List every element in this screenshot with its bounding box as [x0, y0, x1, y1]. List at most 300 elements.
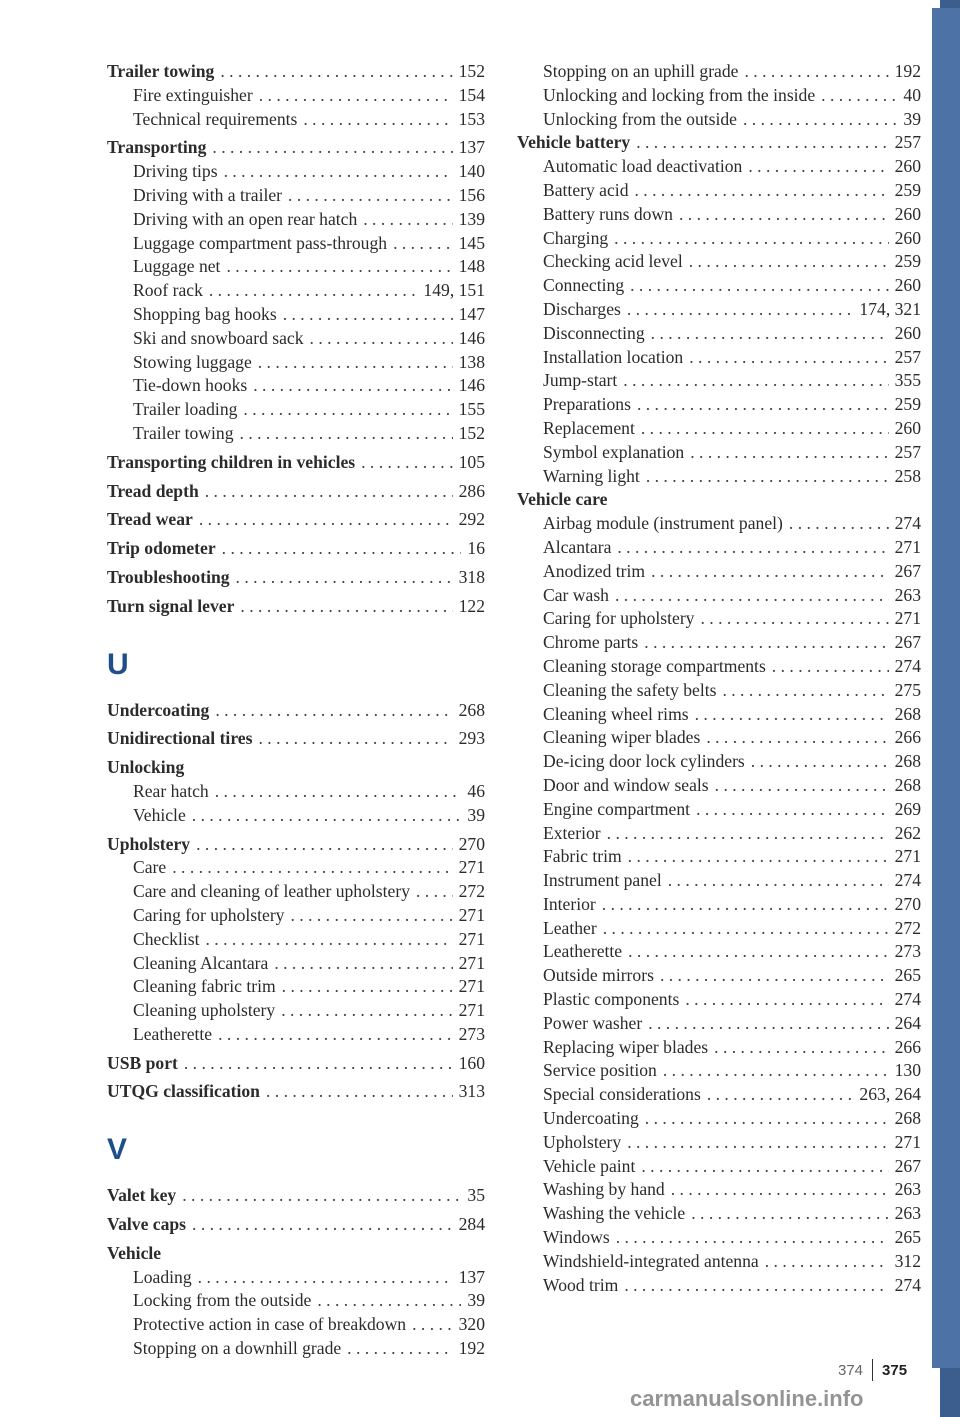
index-subentry — [107, 208, 485, 232]
dot-leader — [671, 1178, 889, 1202]
dot-leader — [347, 1337, 452, 1361]
entry-pages: 260 — [894, 203, 921, 224]
index-subentry — [517, 1274, 921, 1298]
entry-pages: 140 — [458, 161, 485, 182]
entry-term: Tread depth — [107, 480, 199, 501]
entry-term: Trip odometer — [107, 538, 216, 559]
dot-leader — [363, 208, 452, 232]
dot-leader — [644, 631, 888, 655]
dot-leader — [615, 584, 889, 608]
entry-pages: 286 — [458, 480, 485, 501]
dot-leader — [224, 160, 453, 184]
dot-leader — [209, 279, 418, 303]
entry-term: Disconnecting — [543, 322, 645, 343]
entry-pages: 39 — [467, 804, 485, 825]
dot-leader — [412, 1313, 453, 1337]
entry-term: Driving tips — [133, 161, 218, 182]
entry-pages: 271 — [894, 846, 921, 867]
index-entry — [107, 60, 485, 84]
dot-leader — [821, 84, 897, 108]
entry-term: Replacing wiper blades — [543, 1036, 709, 1057]
index-subentry — [517, 179, 921, 203]
entry-term: Cleaning storage compartments — [543, 655, 766, 676]
entry-pages: 152 — [458, 61, 485, 81]
index-subentry — [107, 952, 485, 976]
dot-leader — [696, 798, 889, 822]
index-subentry — [517, 1059, 921, 1083]
index-subentry — [107, 398, 485, 422]
index-subentry — [107, 327, 485, 351]
entry-term: Charging — [543, 227, 609, 248]
page-numbers — [838, 1359, 907, 1381]
dot-leader — [215, 699, 452, 723]
index-subentry — [107, 975, 485, 999]
dot-leader — [602, 893, 889, 917]
dot-leader — [700, 607, 888, 631]
dot-leader — [651, 322, 889, 346]
entry-term: Warning light — [543, 465, 640, 486]
entry-term: UTQG classification — [107, 1081, 260, 1102]
dot-leader — [641, 1155, 888, 1179]
entry-term: Trailer towing — [133, 422, 234, 443]
index-subentry — [517, 845, 921, 869]
entry-term: Anodized trim — [543, 560, 646, 581]
dot-leader — [636, 131, 888, 155]
index-entry — [107, 1052, 485, 1076]
index-subentry — [107, 928, 485, 952]
entry-pages: 271 — [458, 976, 485, 997]
entry-term: Rear hatch — [133, 780, 209, 801]
entry-term: Luggage net — [133, 256, 221, 277]
entry-pages: 139 — [458, 208, 485, 229]
index-entry — [107, 508, 485, 532]
dot-leader — [707, 1083, 854, 1107]
page-number-right: 375 — [882, 1361, 908, 1379]
entry-pages: 156 — [458, 184, 485, 205]
dot-leader — [641, 417, 889, 441]
entry-term: Automatic load deactivation — [543, 156, 743, 177]
entry-term: Cleaning the safety belts — [543, 679, 717, 700]
entry-term: Door and window seals — [543, 774, 709, 795]
entry-term: Wood trim — [543, 1274, 619, 1295]
dot-leader — [212, 136, 452, 160]
entry-pages: 265 — [894, 965, 921, 986]
entry-term: Turn signal lever — [107, 595, 235, 616]
entry-pages: 270 — [894, 893, 921, 914]
entry-pages: 46 — [467, 780, 485, 801]
entry-pages: 271 — [458, 952, 485, 973]
dot-leader — [182, 1184, 461, 1208]
index-subentry — [107, 880, 485, 904]
entry-term: Loading — [133, 1266, 192, 1287]
dot-leader — [765, 1250, 889, 1274]
index-subentry — [107, 999, 485, 1023]
dot-leader — [192, 1213, 453, 1237]
dot-leader — [393, 232, 453, 256]
entry-pages: 271 — [458, 857, 485, 878]
entry-pages: 257 — [894, 132, 921, 153]
dot-leader — [303, 108, 452, 132]
entry-pages: 318 — [458, 566, 485, 587]
dot-leader — [695, 703, 889, 727]
index-subentry — [107, 108, 485, 132]
entry-pages: 263 — [894, 1179, 921, 1200]
entry-term: Trailer towing — [107, 61, 215, 81]
dot-leader — [627, 298, 854, 322]
entry-term: Symbol explanation — [543, 441, 685, 462]
entry-pages: 257 — [894, 346, 921, 367]
index-subentry — [107, 856, 485, 880]
entry-pages: 137 — [458, 1266, 485, 1287]
entry-term: Stowing luggage — [133, 351, 252, 372]
dot-leader — [722, 679, 888, 703]
entry-pages: 273 — [894, 941, 921, 962]
dot-leader — [288, 184, 453, 208]
index-subentry — [517, 750, 921, 774]
entry-term: Driving with a trailer — [133, 184, 283, 205]
dot-leader — [648, 1012, 888, 1036]
entry-term: Valve caps — [107, 1214, 187, 1235]
entry-pages: 152 — [458, 422, 485, 443]
entry-term: Valet key — [107, 1185, 177, 1206]
entry-term: Ski and snowboard sack — [133, 327, 304, 348]
index-subentry — [107, 780, 485, 804]
entry-term: Caring for upholstery — [543, 608, 695, 629]
entry-term: Replacement — [543, 417, 635, 438]
entry-term: Battery acid — [543, 179, 629, 200]
entry-pages: 312 — [894, 1250, 921, 1271]
entry-term: Special considerations — [543, 1084, 701, 1105]
index-subentry — [517, 298, 921, 322]
index-subentry — [517, 964, 921, 988]
entry-term: Undercoating — [543, 1108, 639, 1129]
dot-leader — [616, 1226, 889, 1250]
index-entry — [107, 1184, 485, 1208]
index-subentry — [517, 726, 921, 750]
dot-leader — [310, 327, 453, 351]
index-subentry — [107, 1266, 485, 1290]
entry-pages: 260 — [894, 156, 921, 177]
dot-leader — [689, 346, 888, 370]
entry-term: Car wash — [543, 584, 609, 605]
dot-leader — [743, 108, 897, 132]
entry-pages: 267 — [894, 560, 921, 581]
index-entry — [107, 833, 485, 857]
dot-leader — [637, 393, 889, 417]
dot-leader — [635, 179, 889, 203]
section-letter: U — [107, 647, 129, 681]
index-subentry — [107, 374, 485, 398]
entry-pages: 154 — [458, 84, 485, 105]
index-group-heading: Vehicle — [107, 1242, 162, 1263]
entry-pages: 271 — [458, 1000, 485, 1021]
dot-leader — [645, 1107, 889, 1131]
entry-term: Chrome parts — [543, 632, 639, 653]
dot-leader — [258, 727, 452, 751]
entry-term: Interior — [543, 893, 596, 914]
index-subentry — [517, 655, 921, 679]
index-entry — [107, 727, 485, 751]
entry-pages: 267 — [894, 1155, 921, 1176]
entry-pages: 137 — [458, 137, 485, 158]
dot-leader — [668, 869, 889, 893]
dot-leader — [236, 566, 453, 590]
entry-term: Fire extinguisher — [133, 84, 253, 105]
entry-pages: 160 — [458, 1052, 485, 1073]
index-subentry — [517, 631, 921, 655]
index-subentry — [517, 774, 921, 798]
dot-leader — [283, 303, 453, 327]
dot-leader — [630, 274, 888, 298]
index-subentry — [517, 1202, 921, 1226]
entry-term: Protective action in case of breakdown — [133, 1314, 407, 1335]
entry-pages: 313 — [458, 1081, 485, 1102]
entry-pages: 39 — [467, 1290, 485, 1311]
index-subentry — [107, 1023, 485, 1047]
entry-term: Jump-start — [543, 370, 618, 391]
entry-term: Tread wear — [107, 509, 193, 530]
dot-leader — [714, 1036, 888, 1060]
dot-leader — [715, 774, 889, 798]
entry-pages: 274 — [894, 1274, 921, 1295]
dot-leader — [192, 804, 462, 828]
dot-leader — [215, 780, 462, 804]
entry-pages: 268 — [894, 751, 921, 772]
dot-leader — [646, 465, 889, 489]
entry-term: Engine compartment — [543, 798, 691, 819]
index-subentry — [517, 84, 921, 108]
chapter-tab — [932, 8, 960, 1368]
dot-leader — [685, 988, 888, 1012]
entry-term: Stopping on an uphill grade — [543, 61, 739, 81]
entry-term: Discharges — [543, 298, 621, 319]
entry-term: Unlocking and locking from the inside — [543, 84, 816, 105]
entry-term: Vehicle paint — [543, 1155, 636, 1176]
entry-pages: 273 — [458, 1023, 485, 1044]
entry-pages: 146 — [458, 375, 485, 396]
index-subentry — [107, 255, 485, 279]
index-subentry — [517, 250, 921, 274]
dot-leader — [789, 512, 889, 536]
index-subentry — [517, 917, 921, 941]
index-subentry — [517, 536, 921, 560]
index-entry — [107, 480, 485, 504]
dot-leader — [226, 255, 452, 279]
dot-leader — [617, 536, 888, 560]
entry-term: Upholstery — [543, 1131, 622, 1152]
entry-pages: 275 — [894, 679, 921, 700]
entry-pages: 284 — [458, 1214, 485, 1235]
index-subentry — [517, 60, 921, 84]
entry-pages: 293 — [458, 728, 485, 749]
entry-term: USB port — [107, 1052, 178, 1073]
dot-leader — [651, 560, 888, 584]
entry-pages: 260 — [894, 275, 921, 296]
dot-leader — [744, 60, 888, 84]
dot-leader — [243, 398, 452, 422]
dot-leader — [628, 845, 889, 869]
dot-leader — [222, 537, 462, 561]
dot-leader — [416, 880, 453, 904]
entry-pages: 268 — [894, 1108, 921, 1129]
entry-term: Care — [133, 857, 167, 878]
entry-pages: 272 — [458, 881, 485, 902]
entry-term: Battery runs down — [543, 203, 673, 224]
index-entry — [107, 699, 485, 723]
index-column-right — [517, 60, 921, 1297]
entry-term: Care and cleaning of leather upholstery — [133, 881, 410, 902]
entry-pages: 192 — [894, 61, 921, 81]
entry-pages: 35 — [467, 1185, 485, 1206]
index-subentry — [517, 988, 921, 1012]
index-subentry — [107, 904, 485, 928]
entry-term: Leatherette — [543, 941, 623, 962]
dot-leader — [603, 917, 889, 941]
entry-pages: 192 — [458, 1338, 485, 1359]
index-subentry — [107, 1289, 485, 1313]
index-subentry — [517, 417, 921, 441]
index-entry — [107, 136, 485, 160]
entry-pages: 271 — [894, 608, 921, 629]
dot-leader — [663, 1059, 889, 1083]
index-subentry — [517, 607, 921, 631]
entry-term: Cleaning Alcantara — [133, 952, 269, 973]
index-subentry — [517, 512, 921, 536]
index-entry — [107, 537, 485, 561]
index-subentry — [517, 1226, 921, 1250]
entry-term: Connecting — [543, 275, 625, 296]
index-subentry — [517, 1250, 921, 1274]
index-entry — [107, 451, 485, 475]
entry-pages: 260 — [894, 227, 921, 248]
entry-term: Checking acid level — [543, 251, 683, 272]
entry-pages: 267 — [894, 632, 921, 653]
page-number-left: 374 — [838, 1361, 864, 1379]
entry-term: Transporting — [107, 137, 207, 158]
index-subentry — [517, 1155, 921, 1179]
entry-pages: 153 — [458, 108, 485, 129]
entry-term: Instrument panel — [543, 870, 662, 891]
dot-leader — [205, 928, 452, 952]
entry-term: Luggage compartment pass-through — [133, 232, 388, 253]
page-number-separator — [872, 1359, 873, 1381]
entry-pages: 258 — [894, 465, 921, 486]
index-subentry — [517, 108, 921, 132]
index-subentry — [517, 1083, 921, 1107]
entry-pages: 292 — [458, 509, 485, 530]
dot-leader — [361, 451, 452, 475]
entry-pages: 148 — [458, 256, 485, 277]
entry-pages: 271 — [458, 928, 485, 949]
entry-term: Plastic components — [543, 989, 680, 1010]
dot-leader — [199, 508, 453, 532]
entry-term: Tie-down hooks — [133, 375, 248, 396]
dot-leader — [772, 655, 889, 679]
index-subentry — [107, 232, 485, 256]
entry-pages: 274 — [894, 989, 921, 1010]
index-entry — [517, 131, 921, 155]
index-subentry — [517, 679, 921, 703]
entry-term: Unlocking from the outside — [543, 108, 737, 129]
dot-leader — [266, 1080, 453, 1104]
index-subentry — [517, 322, 921, 346]
dot-leader — [282, 975, 453, 999]
entry-pages: 260 — [894, 417, 921, 438]
dot-leader — [614, 227, 888, 251]
dot-leader — [196, 833, 453, 857]
entry-pages: 265 — [894, 1227, 921, 1248]
entry-term: Alcantara — [543, 536, 612, 557]
entry-pages: 263 — [894, 1203, 921, 1224]
entry-term: De-icing door lock cylinders — [543, 751, 745, 772]
dot-leader — [679, 203, 889, 227]
entry-term: Roof rack — [133, 280, 203, 301]
entry-pages: 263 — [894, 584, 921, 605]
dot-leader — [628, 940, 888, 964]
entry-pages: 320 — [458, 1314, 485, 1335]
index-subentry — [517, 274, 921, 298]
entry-pages: 122 — [458, 595, 485, 616]
dot-leader — [690, 441, 888, 465]
index-subentry — [517, 465, 921, 489]
entry-term: Locking from the outside — [133, 1290, 312, 1311]
dot-leader — [218, 1023, 452, 1047]
index-subentry — [517, 441, 921, 465]
entry-pages: 355 — [894, 370, 921, 391]
dot-leader — [748, 155, 888, 179]
entry-term: Trailer loading — [133, 399, 238, 420]
dot-leader — [258, 351, 453, 375]
index-group-heading: Unlocking — [107, 757, 185, 778]
entry-term: Outside mirrors — [543, 965, 654, 986]
entry-pages: 264 — [894, 1012, 921, 1033]
entry-pages: 268 — [894, 703, 921, 724]
dot-leader — [691, 1202, 888, 1226]
index-subentry — [517, 1107, 921, 1131]
entry-term: Transporting children in vehicles — [107, 451, 356, 472]
dot-leader — [627, 1131, 888, 1155]
entry-pages: 40 — [903, 84, 921, 105]
entry-pages: 271 — [458, 904, 485, 925]
dot-leader — [205, 480, 453, 504]
entry-pages: 262 — [894, 822, 921, 843]
dot-leader — [689, 250, 889, 274]
index-subentry — [517, 227, 921, 251]
entry-term: Washing by hand — [543, 1179, 665, 1200]
entry-pages: 268 — [458, 699, 485, 720]
entry-pages: 266 — [894, 1036, 921, 1057]
index-entry — [107, 566, 485, 590]
index-subentry — [517, 1036, 921, 1060]
dot-leader — [317, 1289, 461, 1313]
dot-leader — [240, 595, 452, 619]
dot-leader — [624, 1274, 888, 1298]
dot-leader — [253, 374, 452, 398]
index-subentry — [107, 351, 485, 375]
entry-pages: 149, 151 — [423, 280, 485, 301]
entry-term: Caring for upholstery — [133, 904, 285, 925]
entry-pages: 260 — [894, 322, 921, 343]
entry-term: Vehicle battery — [517, 132, 631, 153]
entry-pages: 259 — [894, 179, 921, 200]
dot-leader — [290, 904, 452, 928]
entry-pages: 257 — [894, 441, 921, 462]
entry-pages: 271 — [894, 1131, 921, 1152]
entry-term: Cleaning wheel rims — [543, 703, 689, 724]
entry-pages: 130 — [894, 1060, 921, 1081]
dot-leader — [281, 999, 452, 1023]
entry-term: Cleaning upholstery — [133, 1000, 276, 1021]
